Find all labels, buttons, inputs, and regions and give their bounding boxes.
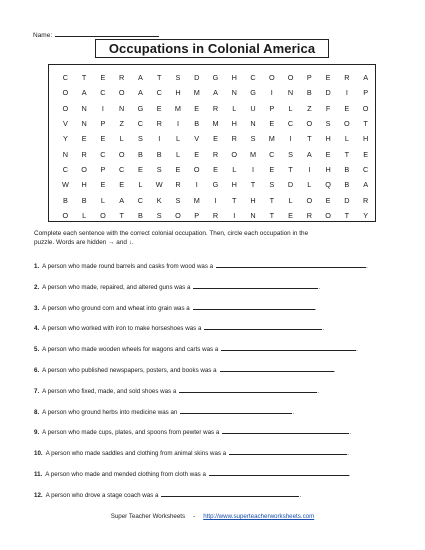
grid-letter[interactable]: C bbox=[100, 88, 106, 98]
grid-letter[interactable]: R bbox=[212, 103, 219, 113]
grid-letter[interactable]: N bbox=[287, 88, 294, 98]
question-text: A person who ground corn and wheat into grain was a bbox=[42, 304, 190, 312]
grid-letter[interactable]: C bbox=[62, 164, 69, 174]
grid-letter[interactable]: R bbox=[156, 119, 162, 129]
grid-letter[interactable]: S bbox=[175, 73, 181, 83]
word-search-grid bbox=[49, 70, 375, 223]
question-text: A person who made, repaired, and altered guns was a bbox=[42, 283, 191, 291]
grid-letter[interactable]: I bbox=[345, 88, 348, 98]
grid-letter[interactable]: I bbox=[158, 134, 161, 144]
period: . bbox=[322, 325, 325, 333]
grid-letter[interactable]: T bbox=[363, 119, 368, 129]
word-search-box bbox=[48, 64, 376, 222]
period: . bbox=[317, 387, 320, 395]
grid-letter[interactable]: I bbox=[252, 164, 255, 174]
question-number: 1. bbox=[34, 263, 40, 270]
grid-letter[interactable]: B bbox=[344, 180, 350, 190]
question-text: A person who made round barrels and casks from wood was a bbox=[42, 263, 214, 270]
grid-letter[interactable]: E bbox=[100, 73, 106, 83]
grid-letter[interactable]: R bbox=[306, 210, 312, 220]
grid-row bbox=[49, 85, 375, 100]
question-item bbox=[34, 304, 316, 312]
grid-letter[interactable]: C bbox=[269, 149, 275, 159]
grid-letter[interactable]: S bbox=[250, 134, 256, 144]
grid-letter[interactable]: O bbox=[81, 164, 87, 174]
grid-letter[interactable]: L bbox=[175, 149, 180, 159]
grid-letter[interactable]: S bbox=[156, 210, 162, 220]
footer-separator: - bbox=[193, 513, 196, 520]
grid-letter[interactable]: L bbox=[232, 164, 237, 174]
grid-letter[interactable]: E bbox=[288, 210, 293, 220]
grid-letter[interactable]: O bbox=[325, 210, 331, 220]
grid-letter[interactable]: T bbox=[250, 180, 256, 190]
grid-letter[interactable]: A bbox=[138, 88, 143, 98]
grid-letter[interactable]: E bbox=[81, 134, 87, 144]
grid-letter[interactable]: T bbox=[156, 73, 162, 83]
grid-letter[interactable]: P bbox=[363, 88, 369, 98]
grid-row bbox=[49, 146, 375, 161]
grid-letter[interactable]: C bbox=[137, 119, 144, 129]
grid-letter[interactable]: O bbox=[362, 103, 369, 113]
grid-letter[interactable]: O bbox=[100, 210, 106, 220]
question-item bbox=[34, 324, 324, 332]
grid-letter[interactable]: L bbox=[82, 210, 87, 220]
question-number: 3. bbox=[34, 304, 40, 312]
grid-letter[interactable]: T bbox=[119, 210, 124, 220]
grid-letter[interactable]: E bbox=[194, 149, 200, 159]
footer-brand: Super Teacher Worksheets bbox=[110, 513, 186, 520]
grid-letter[interactable]: D bbox=[325, 88, 331, 98]
grid-letter[interactable]: C bbox=[250, 73, 256, 83]
grid-letter[interactable]: B bbox=[138, 210, 143, 220]
grid-letter[interactable]: L bbox=[175, 134, 180, 144]
grid-letter[interactable]: C bbox=[156, 88, 162, 98]
grid-letter[interactable]: H bbox=[325, 164, 331, 174]
question-text: A person who made and mended clothing from cloth was a bbox=[45, 471, 206, 478]
question-number: 9. bbox=[34, 429, 40, 437]
grid-letter[interactable]: I bbox=[270, 88, 273, 98]
name-label: Name: bbox=[33, 32, 53, 39]
grid-letter[interactable]: E bbox=[269, 164, 275, 174]
grid-letter[interactable]: P bbox=[100, 119, 106, 129]
grid-letter[interactable]: M bbox=[193, 88, 200, 98]
grid-letter[interactable]: G bbox=[212, 73, 219, 83]
grid-letter[interactable]: T bbox=[288, 164, 293, 174]
question-number: 12. bbox=[34, 491, 43, 499]
grid-letter[interactable]: H bbox=[231, 119, 237, 129]
grid-row bbox=[49, 116, 375, 131]
grid-letter[interactable]: N bbox=[231, 88, 237, 98]
answer-blank[interactable] bbox=[229, 449, 349, 458]
grid-letter[interactable]: L bbox=[288, 195, 293, 205]
grid-letter[interactable]: B bbox=[81, 195, 87, 205]
question-item bbox=[34, 491, 301, 499]
grid-letter[interactable]: C bbox=[287, 119, 294, 129]
grid-letter[interactable]: S bbox=[325, 119, 331, 129]
grid-letter[interactable]: E bbox=[325, 73, 331, 83]
grid-letter[interactable]: I bbox=[308, 164, 311, 174]
question-item bbox=[34, 408, 294, 416]
grid-letter[interactable]: P bbox=[269, 103, 275, 113]
grid-row bbox=[49, 162, 375, 177]
grid-letter[interactable]: C bbox=[62, 73, 69, 83]
grid-letter[interactable]: A bbox=[213, 88, 218, 98]
answer-blank[interactable] bbox=[216, 262, 366, 268]
grid-letter[interactable]: D bbox=[287, 180, 294, 190]
grid-letter[interactable]: P bbox=[306, 73, 312, 83]
grid-letter[interactable]: M bbox=[193, 195, 200, 205]
grid-letter[interactable]: B bbox=[156, 149, 162, 159]
grid-letter[interactable]: I bbox=[214, 195, 217, 205]
question-item bbox=[34, 366, 335, 374]
question-number: 8. bbox=[34, 408, 40, 416]
question-number: 6. bbox=[34, 367, 40, 374]
grid-letter[interactable]: R bbox=[344, 73, 350, 83]
grid-letter[interactable]: I bbox=[101, 103, 104, 113]
grid-letter[interactable]: G bbox=[137, 103, 144, 113]
grid-letter[interactable]: E bbox=[363, 149, 369, 159]
grid-letter[interactable]: N bbox=[81, 119, 87, 129]
instructions-line-2: puzzle. Words are hidden → and ↓. bbox=[34, 238, 134, 246]
grid-letter[interactable]: N bbox=[119, 103, 125, 113]
grid-letter[interactable]: P bbox=[100, 164, 106, 174]
answer-blank[interactable] bbox=[179, 387, 320, 395]
grid-letter[interactable]: O bbox=[306, 119, 313, 129]
grid-letter[interactable]: A bbox=[119, 195, 125, 205]
grid-letter[interactable]: S bbox=[156, 164, 162, 174]
grid-letter[interactable]: E bbox=[325, 149, 331, 159]
question-item bbox=[34, 345, 358, 353]
answer-blank[interactable] bbox=[221, 345, 359, 354]
grid-letter[interactable]: H bbox=[231, 180, 237, 190]
grid-letter[interactable]: O bbox=[62, 103, 69, 113]
period: . bbox=[292, 408, 295, 416]
question-text: A person who fixed, made, and sold shoes was a bbox=[42, 387, 177, 395]
grid-letter[interactable]: A bbox=[138, 73, 143, 83]
period: . bbox=[314, 304, 317, 312]
worksheet-title: Occupations in Colonial America bbox=[95, 39, 329, 58]
answer-blank[interactable] bbox=[180, 408, 295, 416]
grid-letter[interactable]: I bbox=[289, 134, 292, 144]
grid-letter[interactable]: C bbox=[362, 164, 369, 174]
grid-row bbox=[49, 192, 375, 207]
grid-letter[interactable]: E bbox=[175, 164, 181, 174]
answer-blank[interactable] bbox=[161, 491, 302, 499]
grid-letter[interactable]: O bbox=[287, 73, 294, 83]
question-text: A person who ground herbs into medicine was an bbox=[42, 408, 178, 416]
period: . bbox=[318, 283, 321, 291]
question-text: A person who made saddles and clothing from animal skins was a bbox=[45, 450, 227, 458]
grid-letter[interactable]: O bbox=[118, 149, 125, 159]
grid-letter[interactable]: B bbox=[344, 164, 350, 174]
grid-letter[interactable]: M bbox=[212, 119, 219, 129]
grid-letter[interactable]: O bbox=[62, 210, 69, 220]
grid-letter[interactable]: O bbox=[175, 210, 181, 220]
grid-letter[interactable]: E bbox=[344, 103, 350, 113]
grid-letter[interactable]: N bbox=[250, 119, 256, 129]
grid-letter[interactable]: E bbox=[325, 195, 331, 205]
name-blank-line[interactable] bbox=[55, 30, 159, 37]
grid-letter[interactable]: I bbox=[233, 210, 236, 220]
grid-letter[interactable]: I bbox=[195, 180, 198, 190]
grid-letter[interactable]: E bbox=[213, 134, 218, 144]
answer-blank[interactable] bbox=[204, 324, 325, 333]
grid-letter[interactable]: A bbox=[306, 149, 312, 159]
grid-letter[interactable]: Z bbox=[119, 119, 124, 129]
grid-letter[interactable]: L bbox=[307, 180, 312, 190]
question-item bbox=[34, 262, 368, 270]
grid-letter[interactable]: E bbox=[213, 164, 218, 174]
grid-letter[interactable]: L bbox=[138, 180, 143, 190]
grid-letter[interactable]: S bbox=[138, 134, 143, 144]
grid-letter[interactable]: B bbox=[194, 119, 200, 129]
question-number: 5. bbox=[34, 346, 40, 354]
footer bbox=[0, 513, 425, 520]
grid-letter[interactable]: T bbox=[232, 195, 237, 205]
grid-letter[interactable]: M bbox=[249, 149, 257, 159]
name-field-row bbox=[33, 30, 159, 39]
grid-letter[interactable]: O bbox=[306, 195, 313, 205]
grid-letter[interactable]: A bbox=[363, 73, 369, 83]
grid-letter[interactable]: K bbox=[156, 195, 162, 205]
grid-letter[interactable]: G bbox=[250, 88, 256, 98]
grid-letter[interactable]: E bbox=[269, 119, 275, 129]
grid-letter[interactable]: H bbox=[175, 88, 181, 98]
grid-letter[interactable]: P bbox=[194, 210, 200, 220]
grid-letter[interactable]: D bbox=[194, 73, 200, 83]
answer-blank[interactable] bbox=[220, 366, 334, 372]
grid-letter[interactable]: R bbox=[362, 195, 369, 205]
grid-letter[interactable]: L bbox=[100, 195, 105, 205]
grid-letter[interactable]: E bbox=[100, 134, 106, 144]
answer-blank[interactable] bbox=[193, 304, 315, 310]
grid-letter[interactable]: N bbox=[62, 149, 69, 159]
grid-letter[interactable]: T bbox=[81, 73, 87, 83]
grid-letter[interactable]: E bbox=[156, 103, 162, 113]
grid-row bbox=[49, 70, 375, 85]
grid-letter[interactable]: L bbox=[119, 134, 124, 144]
grid-letter[interactable]: O bbox=[118, 88, 125, 98]
grid-letter[interactable]: A bbox=[363, 180, 369, 190]
grid-letter[interactable]: H bbox=[81, 180, 87, 190]
grid-letter[interactable]: W bbox=[155, 180, 163, 190]
grid-letter[interactable]: O bbox=[344, 119, 350, 129]
period: . bbox=[349, 429, 352, 437]
period: . bbox=[299, 491, 302, 499]
grid-letter[interactable]: H bbox=[250, 195, 256, 205]
grid-letter[interactable]: E bbox=[138, 164, 143, 174]
grid-letter[interactable]: E bbox=[100, 180, 106, 190]
answer-blank[interactable] bbox=[193, 283, 321, 291]
grid-letter[interactable]: U bbox=[250, 103, 256, 113]
grid-letter[interactable]: L bbox=[232, 103, 237, 113]
grid-letter[interactable]: O bbox=[231, 149, 238, 159]
grid-letter[interactable]: R bbox=[212, 149, 219, 159]
grid-letter[interactable]: N bbox=[250, 210, 256, 220]
grid-letter[interactable]: V bbox=[62, 119, 68, 129]
grid-letter[interactable]: A bbox=[81, 88, 87, 98]
grid-letter[interactable]: I bbox=[176, 119, 179, 129]
grid-row bbox=[49, 177, 375, 192]
footer-link[interactable]: http://www.superteacherworksheets.com bbox=[203, 513, 315, 520]
grid-letter[interactable]: B bbox=[306, 88, 312, 98]
question-text: A person who made wooden wheels for wagons and carts was a bbox=[42, 346, 219, 354]
grid-letter[interactable]: S bbox=[288, 149, 293, 159]
grid-row bbox=[49, 208, 375, 223]
question-number: 10. bbox=[34, 450, 43, 458]
grid-letter[interactable]: B bbox=[62, 195, 68, 205]
period: . bbox=[347, 450, 349, 458]
grid-letter[interactable]: T bbox=[344, 210, 350, 220]
grid-row bbox=[49, 101, 375, 116]
instructions-line-1: Complete each sentence with the correct colonial occupation. Then, circle each occupation in the bbox=[34, 230, 309, 237]
grid-letter[interactable]: O bbox=[268, 73, 275, 83]
question-number: 7. bbox=[34, 387, 40, 395]
grid-letter[interactable]: W bbox=[61, 180, 69, 190]
question-number: 11. bbox=[34, 471, 43, 478]
grid-letter[interactable]: R bbox=[175, 180, 181, 190]
period: . bbox=[333, 367, 336, 374]
question-text: A person who published newspapers, posters, and books was a bbox=[42, 367, 217, 374]
question-number: 4. bbox=[34, 325, 40, 333]
grid-letter[interactable]: O bbox=[193, 164, 200, 174]
grid-letter[interactable]: Y bbox=[62, 134, 68, 144]
question-item bbox=[34, 449, 349, 457]
answer-blank[interactable] bbox=[222, 428, 352, 437]
grid-letter[interactable]: Z bbox=[307, 103, 312, 113]
grid-letter[interactable]: H bbox=[362, 134, 369, 144]
grid-letter[interactable]: L bbox=[288, 103, 293, 113]
grid-letter[interactable]: E bbox=[194, 103, 200, 113]
question-number: 2. bbox=[34, 283, 40, 291]
grid-letter[interactable]: L bbox=[344, 134, 349, 144]
grid-letter[interactable]: E bbox=[119, 180, 125, 190]
period: . bbox=[366, 263, 368, 270]
grid-letter[interactable]: R bbox=[231, 134, 237, 144]
grid-letter[interactable]: R bbox=[119, 73, 125, 83]
grid-letter[interactable]: C bbox=[119, 164, 125, 174]
grid-letter[interactable]: C bbox=[100, 149, 106, 159]
grid-letter[interactable]: T bbox=[307, 134, 312, 144]
grid-letter[interactable]: N bbox=[81, 103, 87, 113]
grid-letter[interactable]: R bbox=[212, 210, 219, 220]
question-item bbox=[34, 470, 351, 478]
grid-letter[interactable]: Q bbox=[325, 180, 331, 190]
grid-letter[interactable]: H bbox=[231, 73, 237, 83]
instructions bbox=[34, 230, 394, 247]
grid-row bbox=[49, 131, 375, 146]
grid-letter[interactable]: B bbox=[138, 149, 143, 159]
grid-letter[interactable]: D bbox=[344, 195, 350, 205]
grid-letter[interactable]: T bbox=[344, 149, 350, 159]
grid-letter[interactable]: S bbox=[269, 180, 275, 190]
grid-letter[interactable]: C bbox=[137, 195, 144, 205]
grid-letter[interactable]: H bbox=[325, 134, 331, 144]
grid-letter[interactable]: V bbox=[194, 134, 200, 144]
grid-letter[interactable]: T bbox=[269, 195, 275, 205]
question-item bbox=[34, 283, 320, 291]
grid-letter[interactable]: F bbox=[325, 103, 331, 113]
grid-letter[interactable]: G bbox=[212, 180, 219, 190]
grid-letter[interactable]: M bbox=[268, 134, 275, 144]
question-item bbox=[34, 428, 351, 436]
grid-letter[interactable]: M bbox=[174, 103, 182, 113]
grid-letter[interactable]: Y bbox=[363, 210, 369, 220]
period: . bbox=[348, 471, 351, 478]
question-text: A person who drove a stage coach was a bbox=[45, 491, 159, 499]
period: . bbox=[356, 346, 359, 354]
grid-letter[interactable]: O bbox=[62, 88, 69, 98]
grid-letter[interactable]: R bbox=[81, 149, 87, 159]
question-text: A person who made cups, plates, and spoons from pewter was a bbox=[42, 429, 220, 437]
grid-letter[interactable]: T bbox=[269, 210, 275, 220]
question-item bbox=[34, 387, 319, 395]
grid-letter[interactable]: S bbox=[175, 195, 181, 205]
answer-blank[interactable] bbox=[209, 470, 349, 476]
question-text: A person who worked with iron to make horseshoes was a bbox=[42, 325, 202, 333]
